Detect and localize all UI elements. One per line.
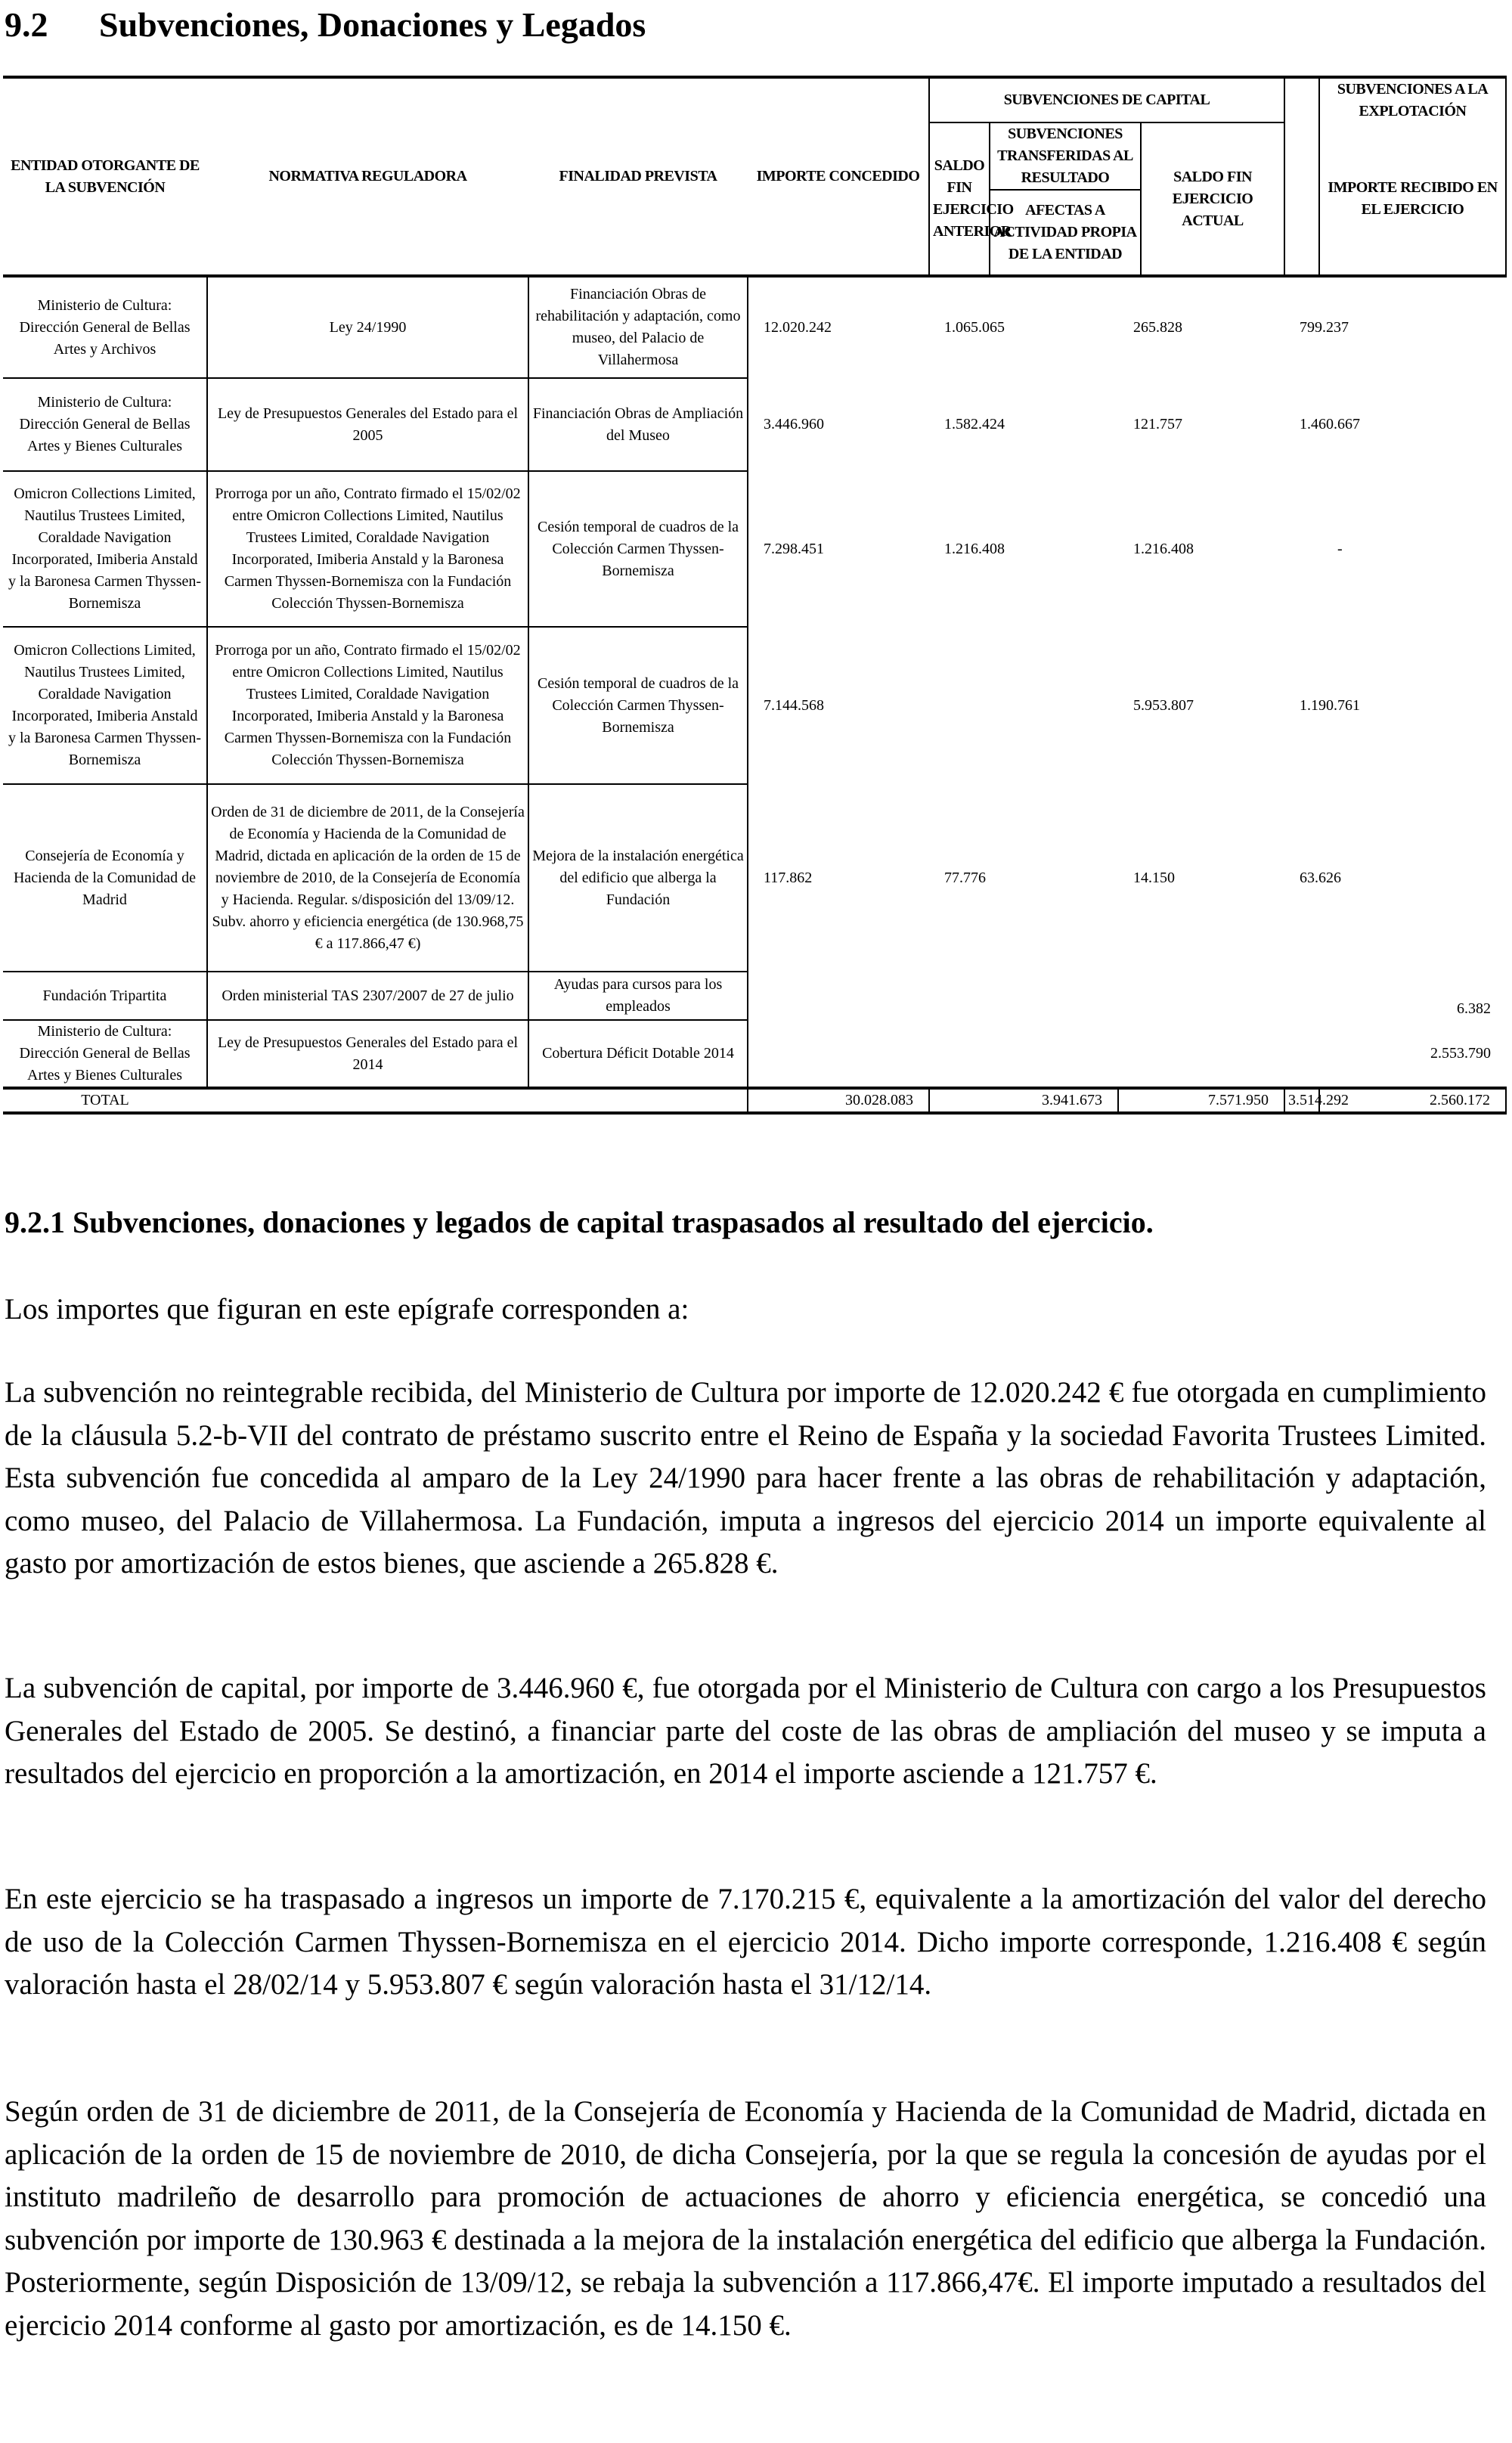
cell-saldo-anterior: 1.065.065 [929, 276, 1118, 378]
cell-finalidad: Ayudas para cursos para los empleados [528, 972, 748, 1020]
cell-finalidad: Cesión temporal de cuadros de la Colección Carmen Thyssen-Bornemisza [528, 471, 748, 627]
table-row [3, 276, 1506, 378]
cell-importe: 117.862 [764, 869, 813, 886]
cell-entidad: Ministerio de Cultura: Dirección General de Bellas Artes y Archivos [3, 276, 207, 378]
cell-saldo-actual: 63.626 [1300, 869, 1342, 886]
cell-entidad: Fundación Tripartita [3, 972, 207, 1020]
total-label: TOTAL [3, 1088, 207, 1113]
header-saldo-actual: SALDO FIN EJERCICIO ACTUAL [1141, 122, 1284, 276]
cell-normativa: Ley de Presupuestos Generales del Estado para el 2014 [207, 1020, 528, 1088]
subsidies-table [3, 76, 1507, 1115]
header-capital-group: SUBVENCIONES DE CAPITAL [929, 77, 1284, 122]
cell-afectas: 5.953.807 [1133, 696, 1194, 714]
cell-importe: 7.144.568 [764, 696, 824, 714]
cell-recibido: 2.553.790 [1284, 1020, 1506, 1088]
cell-importe: 3.446.960 [764, 416, 824, 432]
table-row [3, 627, 1506, 784]
cell-recibido: 6.382 [1457, 1000, 1492, 1017]
total-row [3, 1088, 1506, 1113]
cell-saldo-actual: - [1337, 540, 1343, 557]
cell-importe: 7.298.451 [764, 540, 824, 557]
cell-saldo-actual: 799.237 [1284, 276, 1506, 378]
cell-normativa: Prorroga por un año, Contrato firmado el 15/02/02 entre Omicron Collections Limited, Nautilus Trustees Limited, Coraldade Navigation Incorporated, Imiberia Anstald y la Baronesa Carmen Thyssen-Bornemisza con la Fundación Colección Thyssen-Bornemisza [207, 471, 528, 627]
table-row [3, 471, 1506, 627]
total-recibido: 2.560.172 [1319, 1088, 1506, 1113]
cell-saldo-anterior [929, 627, 1118, 784]
cell-entidad: Omicron Collections Limited, Nautilus Trustees Limited, Coraldade Navigation Incorporated, Imiberia Anstald y la Baronesa Carmen Thyssen-Bornemisza [3, 471, 207, 627]
cell-normativa: Orden de 31 de diciembre de 2011, de la Consejería de Economía y Hacienda de la Comunidad de Madrid, dictada en aplicación de la orden de 15 de noviembre de 2010, de la Consejería de Economía y Hacienda. Regular. s/disposición del 13/09/12. Subv. ahorro y eficiencia energética (de 130.968,75 € a 117.866,47 €) [207, 784, 528, 972]
table-row [3, 972, 1506, 1020]
cell-saldo-anterior: 1.216.408 [944, 540, 1005, 557]
table-row [3, 378, 1506, 471]
cell-afectas: 121.757 [1133, 416, 1182, 432]
cell-finalidad: Financiación Obras de Ampliación del Museo [528, 378, 748, 471]
table-row [3, 1020, 1506, 1088]
subsection-title: 9.2.1 Subvenciones, donaciones y legados de capital traspasados al resultado del ejercicio. [5, 1205, 1154, 1239]
cell-saldo-anterior: 1.582.424 [944, 416, 1005, 432]
cell-entidad: Consejería de Economía y Hacienda de la Comunidad de Madrid [3, 784, 207, 972]
cell-entidad: Omicron Collections Limited, Nautilus Trustees Limited, Coraldade Navigation Incorporated, Imiberia Anstald y la Baronesa Carmen Thyssen-Bornemisza [3, 627, 207, 784]
header-row-1 [3, 77, 1506, 122]
cell-saldo-actual: 1.190.761 [1300, 696, 1361, 714]
intro-paragraph: Los importes que figuran en este epígrafe corresponden a: [5, 1293, 689, 1325]
cell-normativa: Ley de Presupuestos Generales del Estado para el 2005 [207, 378, 528, 471]
paragraph-comunidad-madrid: Según orden de 31 de diciembre de 2011, de la Consejería de Economía y Hacienda de la Comunidad de Madrid, dictada en aplicación de la orden de 15 de noviembre de 2010, de dicha Consejería, por la que se regula la concesión de ayudas por el instituto madrileño de desarrollo para promoción de actuaciones de ahorro y eficiencia energética, se concedió una subvención por importe de 130.963 € destinada a la mejora de la instalación energética del edificio que alberga la Fundación. Posteriormente, según Disposición de 13/09/12, se rebaja la subvención a 117.866,47€. El importe imputado a resultados del ejercicio 2014 conforme al gasto por amortización, es de 14.150 €. [5, 2095, 1486, 2342]
header-recibido: IMPORTE RECIBIDO EN EL EJERCICIO [1319, 122, 1506, 276]
cell-importe: 12.020.242 [748, 276, 929, 378]
cell-saldo-actual: 1.460.667 [1300, 416, 1361, 432]
header-explotacion-group: SUBVENCIONES A LA EXPLOTACIÓN [1319, 77, 1506, 122]
header-afectas: AFECTAS A ACTIVIDAD PROPIA DE LA ENTIDAD [990, 190, 1141, 276]
header-finalidad: FINALIDAD PREVISTA [528, 77, 748, 276]
cell-afectas: 14.150 [1133, 869, 1175, 886]
section-number: 9.2 [5, 5, 48, 44]
paragraph-capital-2005: La subvención de capital, por importe de 3.446.960 €, fue otorgada por el Ministerio de Cultura con cargo a los Presupuestos Generales del Estado de 2005. Se destinó, a financiar parte del coste de las obras de ampliación del museo y se imputa a resultados del ejercicio en proporción a la amortización, en 2014 el importe asciende a 121.757 €. [5, 1672, 1486, 1790]
cell-entidad: Ministerio de Cultura: Dirección General de Bellas Artes y Bienes Culturales [3, 378, 207, 471]
cell-finalidad: Cesión temporal de cuadros de la Colección Carmen Thyssen-Bornemisza [528, 627, 748, 784]
cell-finalidad: Cobertura Déficit Dotable 2014 [528, 1020, 748, 1088]
cell-normativa: Ley 24/1990 [207, 276, 528, 378]
header-importe: IMPORTE CONCEDIDO [748, 77, 929, 276]
header-transferidas: SUBVENCIONES TRANSFERIDAS AL RESULTADO [990, 122, 1141, 190]
cell-normativa: Prorroga por un año, Contrato firmado el 15/02/02 entre Omicron Collections Limited, Nautilus Trustees Limited, Coraldade Navigation Incorporated, Imiberia Anstald y la Baronesa Carmen Thyssen-Bornemisza con la Fundación Colección Thyssen-Bornemisza [207, 627, 528, 784]
section-title-text: Subvenciones, Donaciones y Legados [99, 5, 646, 44]
header-saldo-anterior: SALDO FIN EJERCICIO ANTERIOR [929, 122, 990, 276]
cell-finalidad: Mejora de la instalación energética del edificio que alberga la Fundación [528, 784, 748, 972]
cell-entidad: Ministerio de Cultura: Dirección General de Bellas Artes y Bienes Culturales [3, 1020, 207, 1088]
cell-afectas: 1.216.408 [1133, 540, 1194, 557]
cell-finalidad: Financiación Obras de rehabilitación y adaptación, como museo, del Palacio de Villahermosa [528, 276, 748, 378]
paragraph-coleccion-thyssen: En este ejercicio se ha traspasado a ingresos un importe de 7.170.215 €, equivalente a la amortización del valor del derecho de uso de la Colección Carmen Thyssen-Bornemisza en el ejercicio 2014. Dicho importe corresponde, 1.216.408 € según valoración hasta el 28/02/14 y 5.953.807 € según valoración hasta el 31/12/14. [5, 1883, 1486, 2001]
header-normativa: NORMATIVA REGULADORA [207, 77, 528, 276]
paragraph-ministerio-cultura: La subvención no reintegrable recibida, del Ministerio de Cultura por importe de 12.020.242 € fue otorgada en cumplimiento de la cláusula 5.2-b-VII del contrato de préstamo suscrito entre el Reino de España y la sociedad Favorita Trustees Limited. Esta subvención fue concedida al amparo de la Ley 24/1990 para hacer frente a las obras de rehabilitación y adaptación, como museo, del Palacio de Villahermosa. La Fundación, imputa a ingresos del ejercicio 2014 un importe equivalente al gasto por amortización de estos bienes, que asciende a 265.828 €. [5, 1376, 1486, 1580]
section-title [5, 2, 1501, 48]
cell-normativa: Orden ministerial TAS 2307/2007 de 27 de julio [207, 972, 528, 1020]
header-entidad: ENTIDAD OTORGANTE DE LA SUBVENCIÓN [3, 77, 207, 276]
total-saldo-actual: 3.514.292 [1284, 1088, 1319, 1113]
cell-afectas: 265.828 [1118, 276, 1284, 378]
table-row [3, 784, 1506, 972]
total-importe: 30.028.083 [748, 1088, 929, 1113]
cell-saldo-anterior: 77.776 [944, 869, 986, 886]
total-afectas: 7.571.950 [1118, 1088, 1284, 1113]
total-saldo-anterior: 3.941.673 [929, 1088, 1118, 1113]
